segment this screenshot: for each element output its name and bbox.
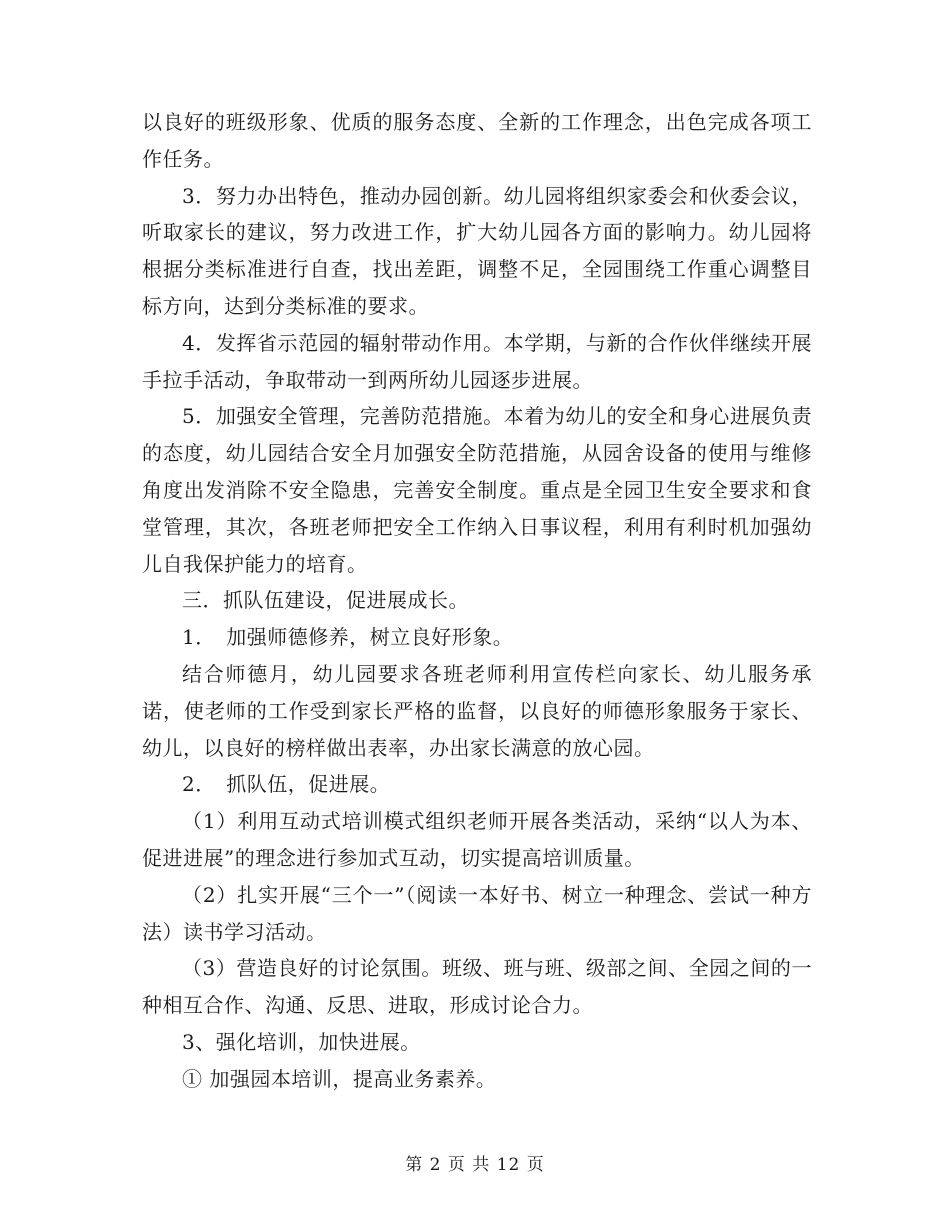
footer-total-pages: 12 <box>496 1155 521 1175</box>
footer-prefix: 第 <box>405 1155 424 1175</box>
list-item: ① 加强园本培训，提高业务素养。 <box>182 1066 497 1091</box>
footer-mid: 页 共 <box>447 1155 491 1175</box>
paragraph: 结合师德月，幼儿园要求各班老师利用宣传栏向家长、幼儿服务承诺，使老师的工作受到家长严格的监督，以良好的师德形象服务于家长、幼儿，以良好的榜样做出表率，办出家长满意的放心园。 <box>142 661 812 760</box>
paragraph: （3）营造良好的讨论氛围。班级、班与班、级部之间、全园之间的一种相互合作、沟通、反思、进取，形成讨论合力。 <box>142 956 812 1018</box>
document-body <box>142 104 812 1098</box>
footer-suffix: 页 <box>526 1155 545 1175</box>
footer-current-page: 2 <box>429 1155 442 1175</box>
subsection-heading: 1． 加强师德修养，树立良好形象。 <box>182 625 514 650</box>
subsection-heading: 3、强化培训，加快进展。 <box>182 1029 421 1054</box>
section-heading: 三．抓队伍建设，促进展成长。 <box>182 588 469 613</box>
subsection-heading: 2． 抓队伍，促进展。 <box>182 772 391 797</box>
page-footer <box>0 1150 950 1175</box>
paragraph: （1）利用互动式培训模式组织老师开展各类活动，采纳“以人为本、促进进展”的理念进行参加式互动，切实提高培训质量。 <box>142 809 812 870</box>
paragraph: 以良好的班级形象、优质的服务态度、全新的工作理念，出色完成各项工作任务。 <box>142 110 812 171</box>
paragraph: （2）扎实开展“三个一”（阅读一本好书、树立一种理念、尝试一种方法）读书学习活动。 <box>142 882 812 944</box>
paragraph: 4．发挥省示范园的辐射带动作用。本学期，与新的合作伙伴继续开展手拉手活动，争取带动一到两所幼儿园逐步进展。 <box>142 330 812 392</box>
paragraph: 3．努力办出特色，推动办园创新。幼儿园将组织家委会和伙委会议，听取家长的建议，努力改进工作，扩大幼儿园各方面的影响力。幼儿园将根据分类标准进行自查，找出差距，调整不足，全园围绕工作重心调整目标方向，达到分类标准的要求。 <box>142 183 812 318</box>
paragraph: 5．加强安全管理，完善防范措施。本着为幼儿的安全和身心进展负责的态度，幼儿园结合安全月加强安全防范措施，从园舍设备的使用与维修角度出发消除不安全隐患，完善安全制度。重点是全园卫生安全要求和食堂管理，其次，各班老师把安全工作纳入日事议程，利用有利时机加强幼儿自我保护能力的培育。 <box>142 404 812 576</box>
